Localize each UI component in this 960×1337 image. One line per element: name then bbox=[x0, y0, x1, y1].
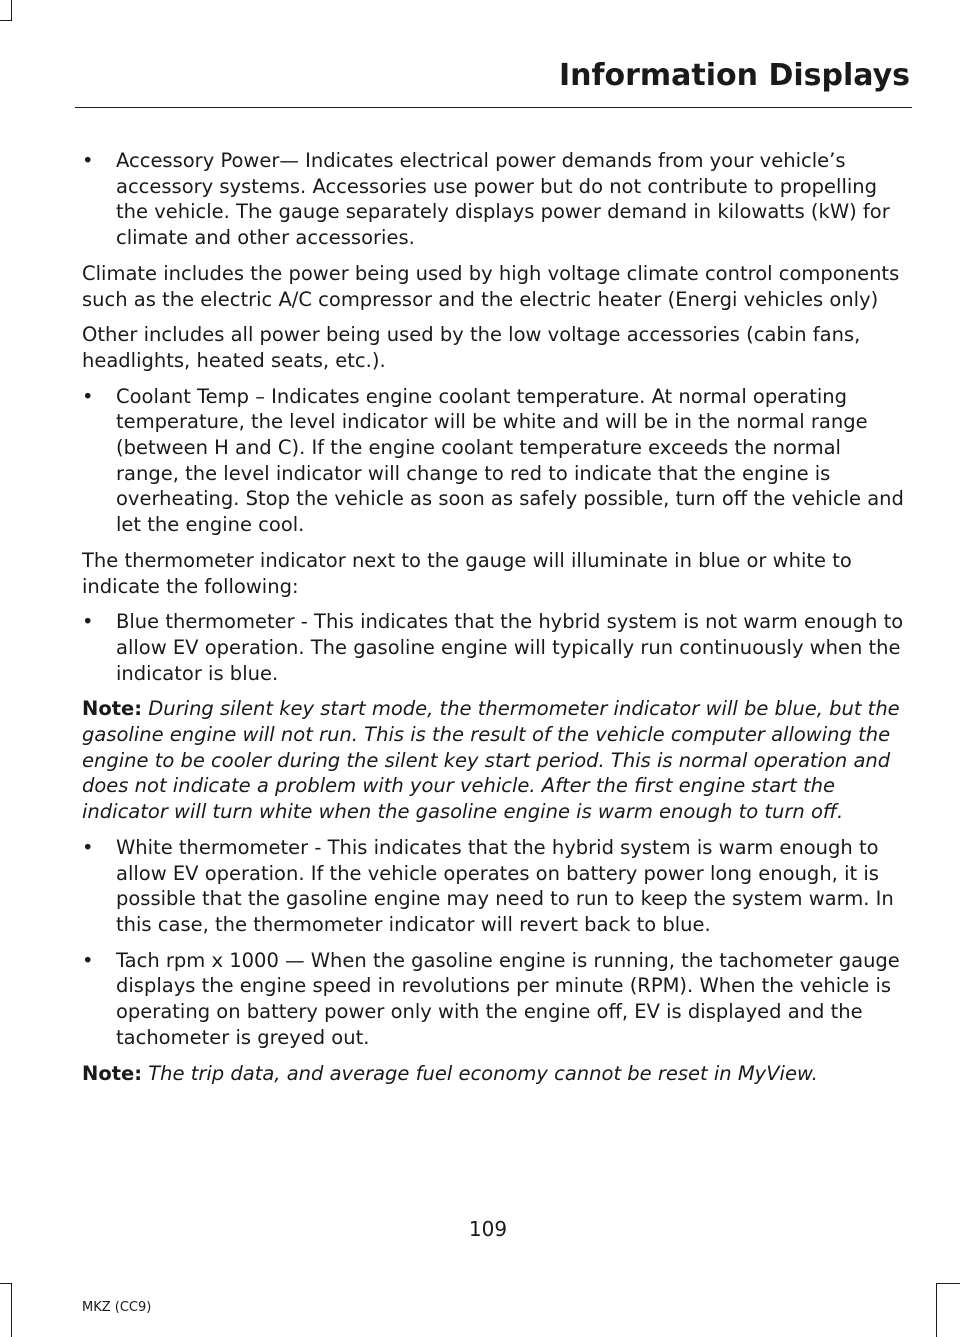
page-number: 109 bbox=[468, 1217, 508, 1241]
crop-mark bbox=[0, 20, 12, 21]
note bbox=[82, 1061, 910, 1087]
page-title: Information Displays bbox=[558, 58, 910, 93]
bullet-text: White thermometer - This indicates that the hybrid system is warm enough to allow EV operation. If the vehicle operates on battery power long enough, it is possible that the gasoline engine may need to run to keep the system warm. In this case, the thermometer indicator will revert back to blue. bbox=[116, 835, 894, 936]
note-text: The trip data, and average fuel economy cannot be reset in MyView. bbox=[148, 1061, 818, 1085]
crop-mark bbox=[0, 1283, 12, 1284]
bullet-text: Tach rpm x 1000 — When the gasoline engine is running, the tachometer gauge displays the engine speed in revolutions per minute (RPM). When the vehicle is operating on battery power only with the engine off, EV is displayed and the tachometer is greyed out. bbox=[116, 948, 900, 1049]
bullet-text: Blue thermometer - This indicates that the hybrid system is not warm enough to allow EV operation. The gasoline engine will typically run continuously when the indicator is blue. bbox=[116, 610, 904, 685]
bullet-marker: • bbox=[82, 948, 94, 972]
list-item bbox=[82, 148, 910, 251]
list-item bbox=[82, 609, 910, 686]
bullet-marker: • bbox=[82, 149, 94, 172]
list-item bbox=[82, 384, 910, 538]
crop-mark bbox=[936, 1283, 960, 1284]
bullet-text: Accessory Power— Indicates electrical power demands from your vehicle’s accessory systems. Accessories use power but do not contribute to propelling the vehicle. The gauge separately displays power demand in kilowatts (kW) for climate and other accessories. bbox=[116, 149, 890, 250]
paragraph: Climate includes the power being used by high voltage climate control components such as the electric A/C compressor and the electric heater (Energi vehicles only) bbox=[82, 261, 900, 311]
crop-mark bbox=[11, 0, 12, 20]
page-content bbox=[82, 148, 910, 1096]
model-code: MKZ (CC9) bbox=[82, 1300, 152, 1315]
note-label: Note: bbox=[82, 1061, 143, 1085]
note-label: Note: bbox=[82, 697, 143, 721]
bullet-marker: • bbox=[82, 610, 94, 634]
bullet-marker: • bbox=[82, 835, 94, 859]
paragraph: The thermometer indicator next to the gauge will illuminate in blue or white to indicate the following: bbox=[82, 548, 852, 598]
crop-mark bbox=[11, 1283, 12, 1337]
bullet-marker: • bbox=[82, 384, 94, 408]
header-divider bbox=[75, 107, 912, 108]
list-item bbox=[82, 835, 910, 938]
crop-mark bbox=[936, 1283, 937, 1337]
note bbox=[82, 696, 910, 825]
bullet-text: Coolant Temp – Indicates engine coolant temperature. At normal operating temperature, the level indicator will be white and will be in the normal range (between H and C). If the engine coolant temperature exceeds the normal range, the level indicator will change to red to indicate that the engine is overheating. Stop the vehicle as soon as safely possible, turn off the vehicle and let the engine cool. bbox=[116, 384, 904, 537]
note-text: During silent key start mode, the thermometer indicator will be blue, but the gasoline engine will not run. This is the result of the vehicle computer allowing the engine to be cooler during the silent key start period. This is normal operation and does not indicate a problem with your vehicle. After the first engine start the indicator will turn white when the gasoline engine is warm enough to turn off. bbox=[82, 697, 900, 824]
paragraph: Other includes all power being used by the low voltage accessories (cabin fans, headlights, heated seats, etc.). bbox=[82, 323, 861, 372]
list-item bbox=[82, 948, 910, 1051]
